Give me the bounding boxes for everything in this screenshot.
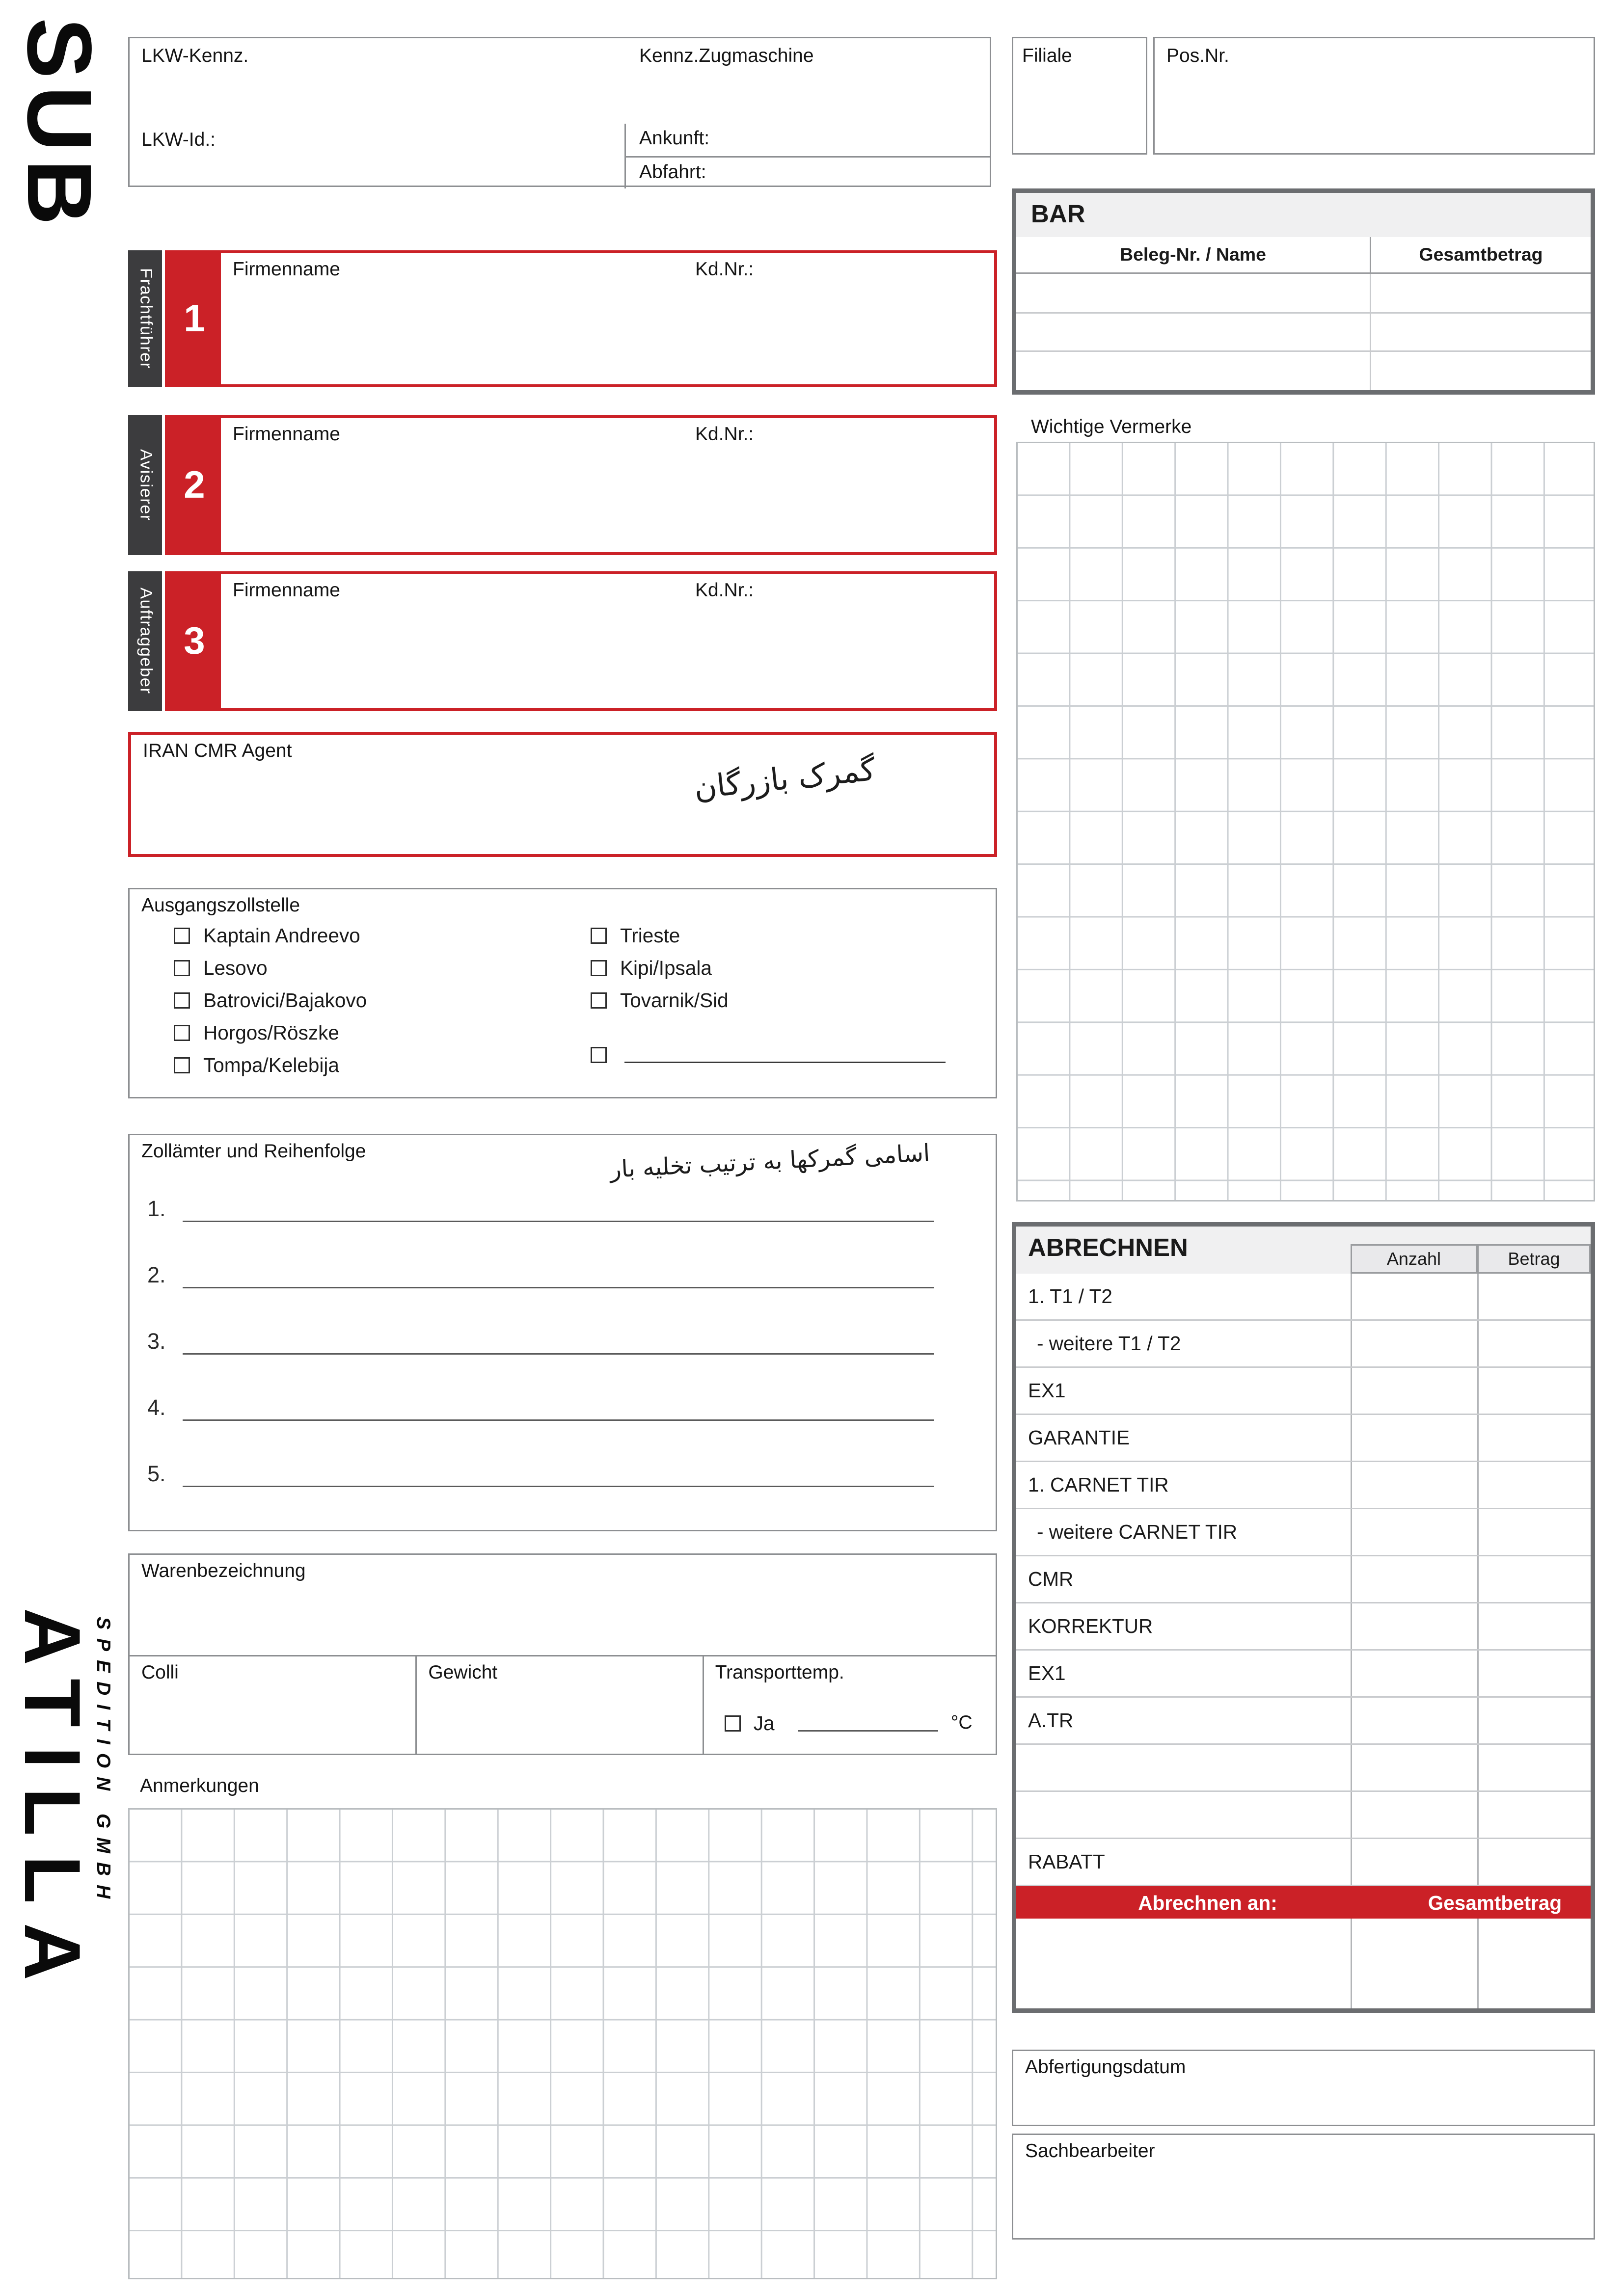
sachbearbeiter-box	[1012, 2134, 1595, 2240]
anzahl-cell	[1351, 1603, 1477, 1649]
checkbox-label: Lesovo	[203, 957, 268, 979]
role-strip	[128, 250, 162, 387]
temp-line	[798, 1730, 938, 1732]
abfahrt-label: Abfahrt:	[639, 160, 706, 183]
gesamtbetrag-label: Gesamtbetrag	[1428, 1891, 1562, 1914]
zollaemter-box	[128, 1134, 997, 1531]
anzahl-cell	[1351, 1792, 1477, 1838]
anmerkungen-grid	[128, 1808, 997, 2279]
betrag-cell	[1477, 1274, 1591, 1319]
anzahl-cell	[1351, 1462, 1477, 1508]
checkbox-label: Tovarnik/Sid	[620, 989, 729, 1012]
anzahl-cell	[1351, 1415, 1477, 1461]
checkbox-option	[174, 957, 268, 979]
party-box	[165, 571, 997, 711]
sub-logo: SUB	[7, 18, 109, 233]
abrechnen-row	[1016, 1415, 1591, 1462]
ausgangszollstelle-box	[128, 888, 997, 1098]
row-label: - weitere T1 / T2	[1037, 1333, 1181, 1355]
abrechnen-row	[1016, 1839, 1591, 1886]
warenbezeichnung-label: Warenbezeichnung	[141, 1559, 306, 1581]
checkbox[interactable]	[174, 1057, 190, 1073]
party-box	[165, 250, 997, 387]
anzahl-cell	[1351, 1745, 1477, 1790]
abfertigungsdatum-label: Abfertigungsdatum	[1025, 2056, 1186, 2078]
sachbearbeiter-label: Sachbearbeiter	[1025, 2139, 1155, 2162]
firmenname-label: Firmenname	[233, 423, 340, 445]
abrechnen-row	[1016, 1792, 1591, 1839]
anzahl-cell	[1351, 1274, 1477, 1319]
betrag-cell	[1477, 1462, 1591, 1508]
anzahl-cell	[1351, 1839, 1477, 1885]
iran-cmr-label: IRAN CMR Agent	[143, 739, 292, 761]
divider	[624, 156, 991, 158]
checkbox-option	[174, 1054, 339, 1076]
betrag-cell	[1477, 1651, 1591, 1696]
abrechnen-footer	[1016, 1886, 1591, 1919]
abrechnen-row	[1016, 1651, 1591, 1698]
bar-header-row	[1016, 237, 1591, 274]
row-label: 1. T1 / T2	[1028, 1285, 1112, 1308]
zollaemter-title: Zollämter und Reihenfolge	[141, 1140, 366, 1162]
betrag-header: Betrag	[1477, 1244, 1591, 1274]
checkbox[interactable]	[591, 960, 607, 976]
party-content	[221, 418, 994, 552]
checkbox-option	[174, 925, 360, 947]
checkbox-option	[591, 957, 712, 979]
row-line	[183, 1397, 934, 1421]
abrechnen-row	[1016, 1509, 1591, 1556]
betrag-cell	[1477, 1603, 1591, 1649]
row-label: EX1	[1028, 1662, 1066, 1684]
abrechnen-header	[1016, 1227, 1591, 1274]
row-line	[183, 1199, 934, 1222]
row-number: 1.	[147, 1197, 166, 1222]
checkbox[interactable]	[591, 1046, 607, 1063]
ja-label: Ja	[753, 1712, 775, 1735]
party-number: 3	[168, 574, 221, 708]
bar-title: BAR	[1016, 193, 1591, 237]
checkbox-option	[591, 989, 729, 1012]
lkw-id-label: LKW-Id.:	[141, 128, 216, 150]
row-label: EX1	[1028, 1380, 1066, 1402]
anzahl-cell	[1351, 1651, 1477, 1696]
zollaemter-row	[147, 1462, 934, 1487]
row-number: 5.	[147, 1462, 166, 1487]
bar-row	[1016, 313, 1591, 352]
row-line	[183, 1265, 934, 1288]
iran-handwriting: گمرک بازرگان	[693, 751, 878, 806]
row-label: KORREKTUR	[1028, 1615, 1153, 1637]
ankunft-label: Ankunft:	[639, 127, 710, 149]
checkbox[interactable]	[174, 960, 190, 976]
spedition-gmbh-logo: SPEDITION GMBH	[93, 1617, 115, 1908]
divider	[1477, 1919, 1479, 2008]
row-line	[183, 1464, 934, 1487]
transporttemp-cell	[702, 1655, 997, 1755]
kdnr-label: Kd.Nr.:	[695, 258, 754, 280]
zollaemter-row	[147, 1330, 934, 1355]
abrechnen-row	[1016, 1603, 1591, 1651]
checkbox[interactable]	[591, 928, 607, 944]
kdnr-label: Kd.Nr.:	[695, 579, 754, 601]
party-content	[221, 253, 994, 384]
party-section-auftraggeber	[128, 571, 997, 711]
kennz-zugmaschine-label: Kennz.Zugmaschine	[639, 44, 814, 66]
anzahl-cell	[1351, 1556, 1477, 1602]
divider	[1351, 1919, 1352, 2008]
row-label: RABATT	[1028, 1851, 1105, 1873]
anmerkungen-label: Anmerkungen	[140, 1774, 259, 1796]
checkbox-label: Kipi/Ipsala	[620, 957, 712, 979]
party-section-avisierer	[128, 415, 997, 555]
betrag-cell	[1477, 1792, 1591, 1838]
checkbox-option	[174, 989, 367, 1012]
posnr-box	[1153, 37, 1595, 155]
abrechnen-an-label: Abrechnen an:	[1138, 1891, 1277, 1914]
checkbox[interactable]	[174, 1025, 190, 1041]
abrechnen-row	[1016, 1745, 1591, 1792]
row-label: 1. CARNET TIR	[1028, 1474, 1169, 1496]
bar-col-gesamt: Gesamtbetrag	[1370, 237, 1591, 272]
kdnr-label: Kd.Nr.:	[695, 423, 754, 445]
ja-option	[724, 1712, 775, 1735]
anzahl-cell	[1351, 1321, 1477, 1366]
betrag-cell	[1477, 1698, 1591, 1743]
role-strip	[128, 415, 162, 555]
zollaemter-row	[147, 1263, 934, 1288]
checkbox-option	[591, 925, 680, 947]
checkbox[interactable]	[724, 1715, 740, 1732]
row-number: 4.	[147, 1396, 166, 1421]
checkbox-label: Horgos/Röszke	[203, 1022, 339, 1044]
vermerke-label: Wichtige Vermerke	[1031, 415, 1192, 437]
zollaemter-handwriting: اسامی گمرکها به ترتیب تخلیه بار	[608, 1138, 930, 1184]
checkbox-label: Batrovici/Bajakovo	[203, 989, 367, 1012]
anzahl-cell	[1351, 1509, 1477, 1555]
bar-row	[1016, 352, 1591, 390]
colli-label: Colli	[141, 1661, 179, 1683]
checkbox-label: Trieste	[620, 925, 680, 947]
warenbezeichnung-box	[128, 1553, 997, 1656]
gewicht-cell	[415, 1655, 704, 1755]
anzahl-cell	[1351, 1698, 1477, 1743]
abrechnen-panel	[1012, 1222, 1595, 2013]
row-label: A.TR	[1028, 1709, 1074, 1732]
abrechnen-row	[1016, 1462, 1591, 1509]
party-content	[221, 574, 994, 708]
betrag-cell	[1477, 1556, 1591, 1602]
zollaemter-row	[147, 1197, 934, 1222]
iran-cmr-box	[128, 732, 997, 857]
row-line	[183, 1331, 934, 1355]
party-section-frachtfuehrer	[128, 250, 997, 387]
abrechnen-title: ABRECHNEN	[1028, 1234, 1188, 1262]
lkw-kennz-label: LKW-Kennz.	[141, 44, 249, 66]
abrechnen-row	[1016, 1368, 1591, 1415]
blank-line	[624, 1045, 946, 1063]
celsius-label: °C	[950, 1711, 973, 1733]
checkbox-option-blank	[591, 1045, 946, 1063]
betrag-cell	[1477, 1415, 1591, 1461]
role-strip	[128, 571, 162, 711]
anzahl-header: Anzahl	[1351, 1244, 1477, 1274]
betrag-cell	[1477, 1745, 1591, 1790]
checkbox-label: Kaptain Andreevo	[203, 925, 360, 947]
row-number: 3.	[147, 1330, 166, 1355]
atilla-logo: ATILLA	[7, 1608, 96, 2000]
ausgangszollstelle-title: Ausgangszollstelle	[141, 894, 300, 916]
betrag-cell	[1477, 1509, 1591, 1555]
role-label: Avisierer	[136, 449, 154, 522]
row-label: GARANTIE	[1028, 1427, 1130, 1449]
bar-row	[1016, 274, 1591, 313]
lkw-box	[128, 37, 991, 187]
anzahl-cell	[1351, 1368, 1477, 1414]
checkbox-label: Tompa/Kelebija	[203, 1054, 339, 1076]
party-number: 2	[168, 418, 221, 552]
row-number: 2.	[147, 1263, 166, 1288]
role-label: Auftraggeber	[136, 587, 154, 695]
zollaemter-row	[147, 1396, 934, 1421]
checkbox[interactable]	[174, 992, 190, 1009]
row-label: - weitere CARNET TIR	[1037, 1521, 1238, 1543]
vermerke-grid	[1016, 442, 1595, 1201]
abrechnen-row	[1016, 1274, 1591, 1321]
transporttemp-label: Transporttemp.	[715, 1661, 844, 1683]
checkbox[interactable]	[174, 928, 190, 944]
checkbox[interactable]	[591, 992, 607, 1009]
filiale-box	[1012, 37, 1147, 155]
abrechnen-row	[1016, 1556, 1591, 1603]
row-label: CMR	[1028, 1568, 1074, 1590]
betrag-cell	[1477, 1321, 1591, 1366]
firmenname-label: Firmenname	[233, 579, 340, 601]
colli-cell	[128, 1655, 417, 1755]
party-box	[165, 415, 997, 555]
abfertigungsdatum-box	[1012, 2050, 1595, 2126]
abrechnen-row	[1016, 1698, 1591, 1745]
party-number: 1	[168, 253, 221, 384]
betrag-cell	[1477, 1839, 1591, 1885]
role-label: Frachtführer	[136, 268, 154, 370]
posnr-label: Pos.Nr.	[1166, 44, 1229, 66]
filiale-label: Filiale	[1022, 44, 1072, 66]
abrechnen-tail	[1016, 1919, 1591, 2008]
bar-panel	[1012, 188, 1595, 395]
firmenname-label: Firmenname	[233, 258, 340, 280]
abrechnen-row	[1016, 1321, 1591, 1368]
gewicht-label: Gewicht	[428, 1661, 498, 1683]
betrag-cell	[1477, 1368, 1591, 1414]
bar-col-beleg: Beleg-Nr. / Name	[1119, 244, 1267, 265]
checkbox-option	[174, 1022, 339, 1044]
